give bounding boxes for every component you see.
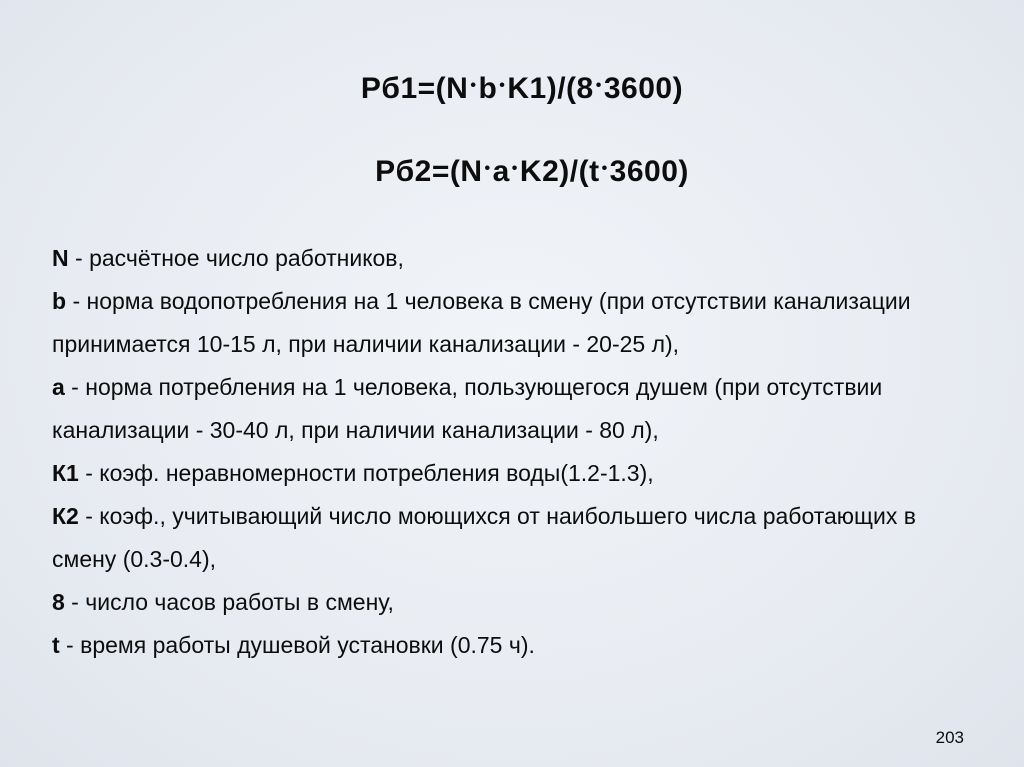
variable-symbol: 8 — [52, 589, 65, 615]
variable-description: - расчётное число работников, — [68, 245, 404, 271]
page-number: 203 — [935, 728, 964, 747]
definition-k1 — [52, 452, 972, 495]
formula-part: 3600) — [609, 155, 689, 188]
definition-8 — [52, 581, 972, 624]
formula-part: K2)/(t — [519, 155, 600, 188]
multiply-dot: • — [499, 77, 506, 94]
definitions-list — [52, 237, 972, 667]
formula-rb1 — [0, 72, 1024, 106]
multiply-dot: • — [595, 77, 602, 94]
variable-description: - норма потребления на 1 человека, пользующегося душем (при отсутствии канализации - 30-40 л, при наличии канализации - 80 л), — [52, 374, 883, 443]
formula-part: a — [492, 155, 510, 188]
formula-part: b — [478, 72, 498, 105]
formula-rb2 — [0, 155, 1024, 189]
multiply-dot: • — [601, 160, 608, 177]
variable-description: - коэф., учитывающий число моющихся от наибольшего числа работающих в смену (0.3-0.4), — [52, 503, 916, 572]
definition-a — [52, 366, 972, 452]
variable-description: - коэф. неравномерности потребления воды(1.2-1.3), — [78, 460, 654, 486]
formula-part: 3600) — [603, 72, 684, 105]
definition-t — [52, 624, 972, 667]
formula-part: K1)/(8 — [507, 72, 594, 105]
variable-symbol: К1 — [52, 460, 79, 486]
variable-description: - число часов работы в смену, — [64, 589, 394, 615]
variable-symbol: К2 — [52, 503, 79, 529]
variable-description: - время работы душевой установки (0.75 ч). — [59, 632, 535, 658]
multiply-dot: • — [511, 160, 518, 177]
variable-description: - норма водопотребления на 1 человека в смену (при отсутствии канализации принимается 10-15 л, при наличии канализации - 20-25 л), — [52, 288, 911, 357]
variable-symbol: N — [52, 245, 69, 271]
formula-part: Рб2=(N — [375, 155, 483, 188]
variable-symbol: t — [52, 632, 60, 658]
multiply-dot: • — [484, 160, 491, 177]
multiply-dot: • — [470, 77, 477, 94]
variable-symbol: a — [52, 374, 65, 400]
definition-n — [52, 237, 972, 280]
variable-symbol: b — [52, 288, 67, 314]
definition-b — [52, 280, 972, 366]
formula-part: Рб1=(N — [360, 72, 469, 105]
definition-k2 — [52, 495, 972, 581]
